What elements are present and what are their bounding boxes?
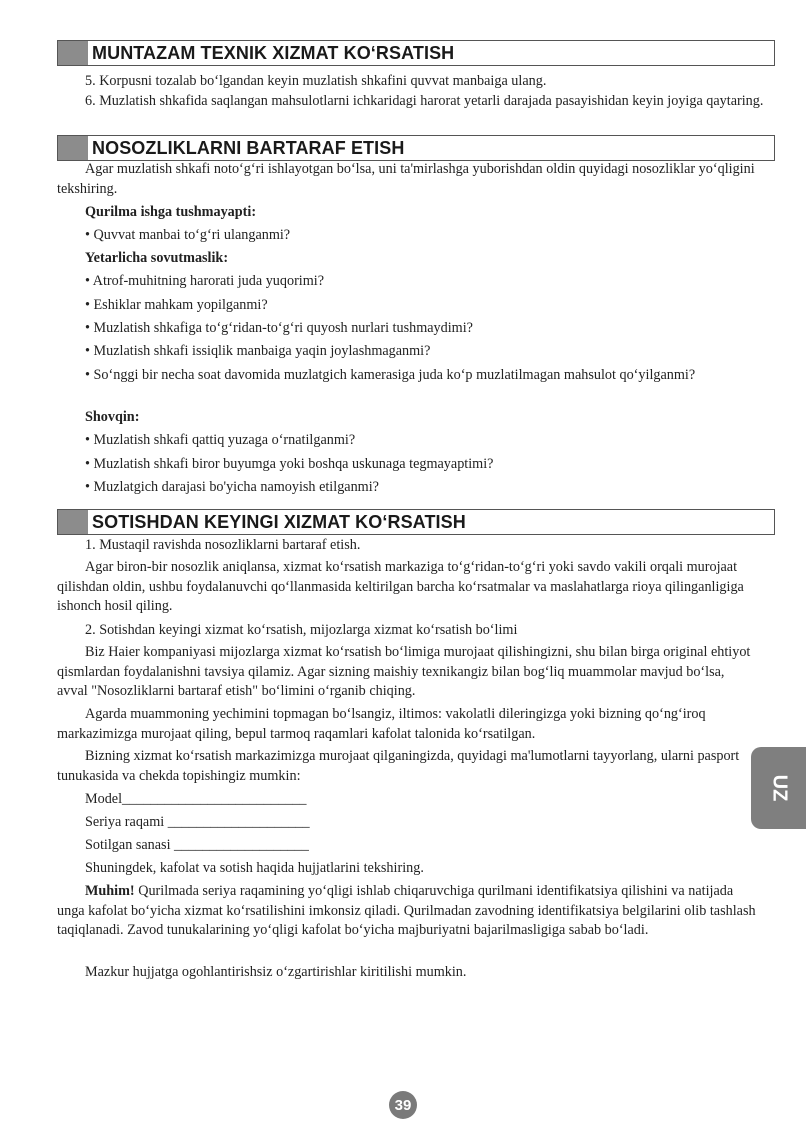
maintenance-step-5: 5. Korpusni tozalab bo‘lgandan keyin muzlatish shkafini quvvat manbaiga ulang. xyxy=(85,73,547,89)
section-header-marker xyxy=(58,510,88,534)
subheading-no-power: Qurilma ishga tushmayapti: xyxy=(85,204,257,220)
language-code: UZ xyxy=(768,774,790,802)
section-title: SOTISHDAN KEYINGI XIZMAT KO‘RSATISH xyxy=(92,511,466,532)
checklist-item: • Muzlatish shkafi issiqlik manbaiga yaqin joylashmaganmi? xyxy=(85,343,431,359)
page-number: 39 xyxy=(389,1091,417,1119)
section-header-marker xyxy=(58,41,88,65)
maintenance-step-6: 6. Muzlatish shkafida saqlangan mahsulotlarni ichkaridagi harorat yetarli darajada pasayishidan keyin joyiga qaytaring. xyxy=(85,93,764,109)
checklist-item: • Muzlatish shkafi qattiq yuzaga o‘rnatilganmi? xyxy=(85,432,356,448)
checklist-item: • Eshiklar mahkam yopilganmi? xyxy=(85,297,268,313)
important-text: Qurilmada seriya raqamining yo‘qligi ishlab chiqaruvchiga qurilmani identifikatsiya qilishini va natijada unga kafolat bo‘yicha xizmat ko‘rsatilishini imkonsiz qiladi. Qurilmadan zavodning identifikatsiya belgilarini olib tashlash taqiqlanadi. Zavod tunukalarining yo‘qligi kafolat bo‘yicha majburiyatni bajarilmasligiga sabab bo‘ladi. xyxy=(57,883,756,938)
aftersales-paragraph: Agar biron-bir nosozlik aniqlansa, xizmat ko‘rsatish markaziga to‘g‘ridan-to‘g‘ri yoki savdo vakili orqali murojaat qilishdan oldin, ushbu foydalanuvchi qo‘llanmasida keltirilgan barcha ko‘rsatmalar va maslahatlarga rioya qilinganligiga ishonch hosil qiling. xyxy=(57,559,744,614)
important-label: Muhim! xyxy=(85,883,135,899)
field-sale-date: Sotilgan sanasi ___________________ xyxy=(85,837,309,853)
field-model: Model__________________________ xyxy=(85,791,307,807)
language-tab xyxy=(751,747,806,829)
field-serial-number: Seriya raqami ____________________ xyxy=(85,814,310,830)
section-header-marker xyxy=(58,136,88,160)
aftersales-paragraph: 1. Mustaqil ravishda nosozliklarni bartaraf etish. xyxy=(85,537,361,553)
checklist-item: • Atrof-muhitning harorati juda yuqorimi? xyxy=(85,273,325,289)
troubleshooting-intro: Agar muzlatish shkafi noto‘g‘ri ishlayotgan bo‘lsa, uni ta'mirlashga yuborishdan oldin quyidagi nosozliklar yo‘qligini tekshiring. xyxy=(57,161,755,197)
section-title: MUNTAZAM TEXNIK XIZMAT KO‘RSATISH xyxy=(92,42,455,63)
aftersales-paragraph: Shuningdek, kafolat va sotish haqida hujjatlarini tekshiring. xyxy=(85,860,424,876)
checklist-item: • Quvvat manbai to‘g‘ri ulanganmi? xyxy=(85,227,291,243)
checklist-item: • Muzlatish shkafiga to‘g‘ridan-to‘g‘ri quyosh nurlari tushmaydimi? xyxy=(85,320,473,336)
checklist-item: • Muzlatish shkafi biror buyumga yoki boshqa uskunaga tegmayaptimi? xyxy=(85,456,494,472)
aftersales-paragraph: Agarda muammoning yechimini topmagan bo‘lsangiz, iltimos: vakolatli dileringizga yoki bizning qo‘ng‘iroq markazimizga murojaat qiling, bepul tarmoq raqamlari kafolat talonida ko‘rsatilgan. xyxy=(57,706,706,742)
checklist-item: • Muzlatgich darajasi bo'yicha namoyish etilganmi? xyxy=(85,479,379,495)
aftersales-paragraph: Biz Haier kompaniyasi mijozlarga xizmat ko‘rsatish bo‘limiga murojaat qilishingizni, shu bilan birga original ehtiyot qismlardan foydalanishni tavsiya qilamiz. Agar sizning maishiy texnikangiz bilan bog‘liq muammolar mavjud bo‘lsa, avval "Nosozliklarni bartaraf etish" bo‘limini o‘rganib chiqing. xyxy=(57,644,751,699)
subheading-noise: Shovqin: xyxy=(85,409,140,425)
section-header-aftersales xyxy=(57,509,775,535)
checklist-item: • So‘nggi bir necha soat davomida muzlatgich kamerasiga juda ko‘p muzlatilmagan mahsulot qo‘yilganmi? xyxy=(85,367,696,383)
aftersales-paragraph: 2. Sotishdan keyingi xizmat ko‘rsatish, mijozlarga xizmat ko‘rsatish bo‘limi xyxy=(85,622,518,638)
subheading-insufficient-cooling: Yetarlicha sovutmaslik: xyxy=(85,250,229,266)
section-title: NOSOZLIKLARNI BARTARAF ETISH xyxy=(92,137,405,158)
important-note xyxy=(57,882,757,941)
aftersales-paragraph: Mazkur hujjatga ogohlantirishsiz o‘zgartirishlar kiritilishi mumkin. xyxy=(85,964,467,980)
section-header-maintenance xyxy=(57,40,775,66)
section-header-troubleshooting xyxy=(57,135,775,161)
aftersales-paragraph: Bizning xizmat ko‘rsatish markazimizga murojaat qilganingizda, quyidagi ma'lumotlarni tayyorlang, ularni pasport tunukasida va chekda topishingiz mumkin: xyxy=(57,748,740,784)
